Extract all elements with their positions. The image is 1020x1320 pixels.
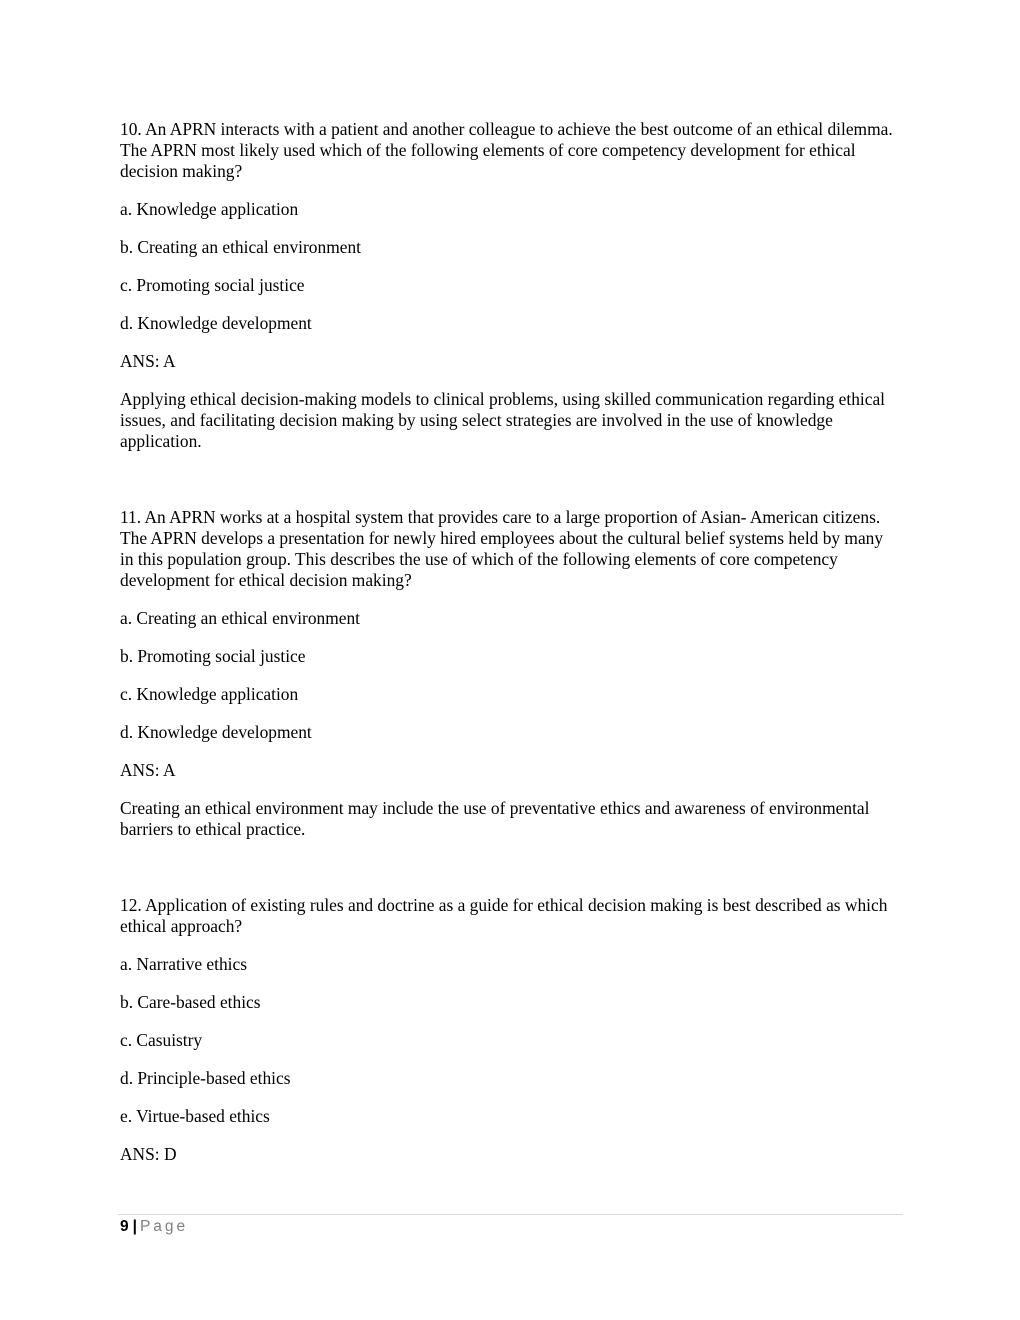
answer-option: a. Creating an ethical environment <box>120 608 360 628</box>
page-number: 9 <box>120 1218 129 1235</box>
answer-option: d. Knowledge development <box>120 722 312 742</box>
answer-option: d. Knowledge development <box>120 313 312 333</box>
answer-option: b. Care-based ethics <box>120 992 261 1012</box>
answer-key: ANS: A <box>120 760 176 780</box>
question-text: 11. An APRN works at a hospital system that provides care to a large proportion of Asian- American citizens. The APRN develops a presentation for newly hired employees about the cultural belief systems held by many in this population group. This describes the use of which of the following elements of core competency development for ethical decision making? <box>120 507 884 590</box>
question-text: 12. Application of existing rules and doctrine as a guide for ethical decision making is best described as which ethical approach? <box>120 895 888 936</box>
answer-option: c. Promoting social justice <box>120 275 305 295</box>
answer-option: d. Principle-based ethics <box>120 1068 291 1088</box>
footer-divider <box>118 1214 903 1215</box>
question-block-11 <box>120 507 895 840</box>
answer-option: a. Narrative ethics <box>120 954 247 974</box>
footer-separator: | <box>132 1218 137 1235</box>
answer-key: ANS: D <box>120 1144 177 1164</box>
page-label: Page <box>139 1218 189 1235</box>
answer-option: a. Knowledge application <box>120 199 299 219</box>
answer-option: c. Knowledge application <box>120 684 299 704</box>
rationale-text: Applying ethical decision-making models to clinical problems, using skilled communication regarding ethical issues, and facilitating decision making by using select strategies are involved in the use of knowledge application. <box>120 389 886 451</box>
answer-key: ANS: A <box>120 351 176 371</box>
question-block-12 <box>120 895 895 1165</box>
answer-option: b. Creating an ethical environment <box>120 237 361 257</box>
document-body <box>120 119 895 1165</box>
page-footer <box>120 1217 188 1237</box>
rationale-text: Creating an ethical environment may include the use of preventative ethics and awareness of environmental barriers to ethical practice. <box>120 798 870 839</box>
question-block-10 <box>120 119 895 452</box>
answer-option: c. Casuistry <box>120 1030 203 1050</box>
question-text: 10. An APRN interacts with a patient and another colleague to achieve the best outcome of an ethical dilemma. The APRN most likely used which of the following elements of core competency development for ethical decision making? <box>120 119 893 181</box>
answer-option: e. Virtue-based ethics <box>120 1106 270 1126</box>
answer-option: b. Promoting social justice <box>120 646 306 666</box>
